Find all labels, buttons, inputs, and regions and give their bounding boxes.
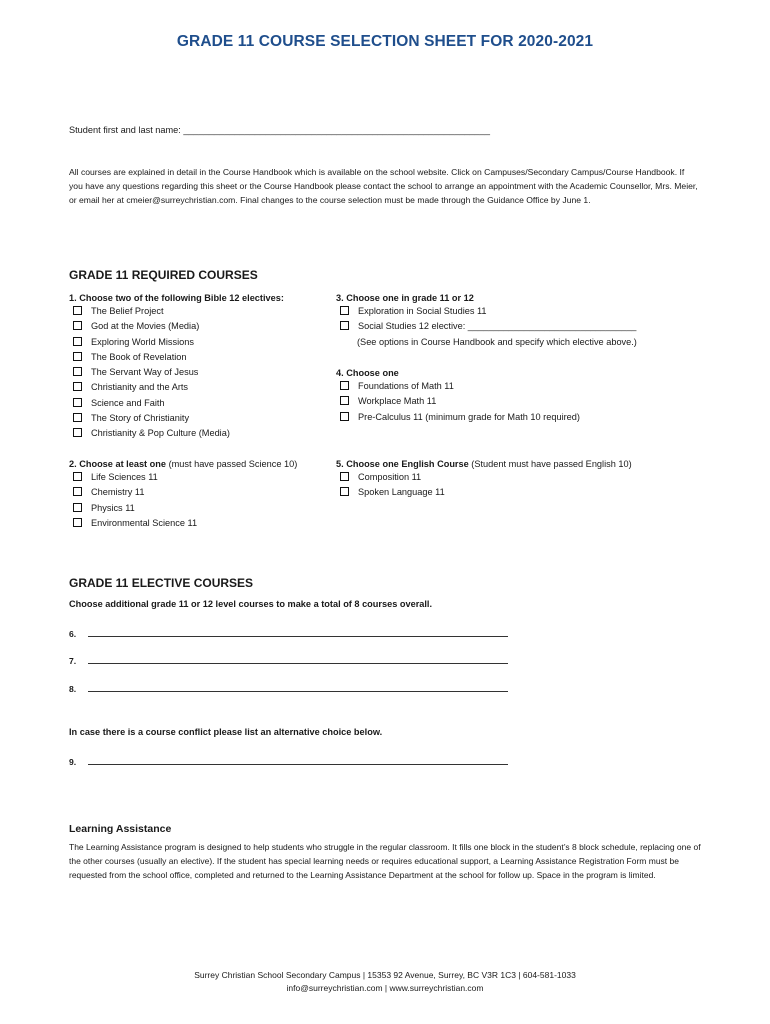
checkbox-icon[interactable] <box>73 382 82 391</box>
elective-line-7[interactable]: 7. <box>69 655 508 666</box>
blank-line[interactable] <box>88 756 508 765</box>
required-courses-heading: GRADE 11 REQUIRED COURSES <box>69 268 258 282</box>
checkbox-icon[interactable] <box>73 518 82 527</box>
checkbox-item[interactable]: Pre-Calculus 11 (minimum grade for Math 10 required) <box>336 410 580 425</box>
blank-line[interactable] <box>88 683 508 692</box>
checkbox-icon[interactable] <box>73 428 82 437</box>
checkbox-item[interactable]: God at the Movies (Media) <box>69 319 284 334</box>
checkbox-item[interactable]: Christianity and the Arts <box>69 380 284 395</box>
checkbox-item[interactable]: Exploration in Social Studies 11 <box>336 304 637 319</box>
checkbox-icon[interactable] <box>73 503 82 512</box>
checkbox-icon[interactable] <box>73 306 82 315</box>
page-title: GRADE 11 COURSE SELECTION SHEET FOR 2020-2021 <box>176 33 594 50</box>
elective-instruction: Choose additional grade 11 or 12 level courses to make a total of 8 courses overall. <box>69 599 433 609</box>
english-group-title: 5. Choose one English Course (Student must have passed English 10) <box>336 459 632 469</box>
math-group <box>336 368 580 425</box>
checkbox-icon[interactable] <box>73 413 82 422</box>
bible-electives-group <box>69 293 284 442</box>
science-group-title: 2. Choose at least one (must have passed Science 10) <box>69 459 298 469</box>
checkbox-item[interactable]: Foundations of Math 11 <box>336 379 580 394</box>
checkbox-icon[interactable] <box>340 381 349 390</box>
checkbox-item[interactable]: Spoken Language 11 <box>336 485 632 500</box>
science-group <box>69 459 297 531</box>
checkbox-icon[interactable] <box>340 321 349 330</box>
social-studies-title: 3. Choose one in grade 11 or 12 <box>336 293 474 303</box>
checkbox-icon[interactable] <box>340 412 349 421</box>
checkbox-icon[interactable] <box>73 398 82 407</box>
math-group-title: 4. Choose one <box>336 368 399 378</box>
checkbox-item[interactable]: The Belief Project <box>69 304 284 319</box>
footer-contact: info@surreychristian.com | www.surreychristian.com <box>286 982 484 993</box>
checkbox-item[interactable]: Christianity & Pop Culture (Media) <box>69 426 284 441</box>
blank-line[interactable] <box>88 628 508 637</box>
conflict-instruction: In case there is a course conflict please list an alternative choice below. <box>69 727 383 737</box>
learning-assistance-text: The Learning Assistance program is designed to help students who struggle in the regular classroom. It fills one block in the student’s 8 block schedule, replacing one of the other courses (usually an elective). If the student has special learning needs or requires educational support, a Learning Assistance Registration Form must be requested from the school office, completed and returned to the Learning Assistance Department at the school for follow up. Space in the program is limited. <box>69 842 701 881</box>
checkbox-item[interactable]: Life Sciences 11 <box>69 470 297 485</box>
student-name-field[interactable]: Student first and last name: ____________________________________________________________ <box>69 125 490 135</box>
checkbox-item[interactable]: Workplace Math 11 <box>336 394 580 409</box>
checkbox-icon[interactable] <box>73 337 82 346</box>
checkbox-item[interactable]: Exploring World Missions <box>69 335 284 350</box>
checkbox-icon[interactable] <box>340 472 349 481</box>
blank-line[interactable] <box>88 655 508 664</box>
checkbox-item[interactable]: Composition 11 <box>336 470 632 485</box>
checkbox-icon[interactable] <box>340 396 349 405</box>
checkbox-icon[interactable] <box>73 472 82 481</box>
checkbox-item[interactable]: Physics 11 <box>69 501 297 516</box>
checkbox-icon[interactable] <box>73 352 82 361</box>
elective-courses-heading: GRADE 11 ELECTIVE COURSES <box>69 576 254 590</box>
checkbox-icon[interactable] <box>73 367 82 376</box>
learning-assistance-heading: Learning Assistance <box>69 823 172 835</box>
intro-paragraph: All courses are explained in detail in the Course Handbook which is available on the school website. Click on Campuses/Secondary Campus/Course Handbook. If you have any questions regarding this sheet or the Course Handbook please contact the school to arrange an appointment with the Academic Counsellor, Mrs. Meier, or email her at cmeier@surreychristian.com. Final changes to the course selection must be made through the Guidance Office by June 1. <box>69 167 698 205</box>
english-group <box>336 459 632 501</box>
social-studies-group <box>336 293 637 350</box>
checkbox-item[interactable]: The Story of Christianity <box>69 411 284 426</box>
checkbox-icon[interactable] <box>340 487 349 496</box>
checkbox-item[interactable]: Environmental Science 11 <box>69 516 297 531</box>
checkbox-item[interactable]: The Book of Revelation <box>69 350 284 365</box>
checkbox-item[interactable]: Chemistry 11 <box>69 485 297 500</box>
alternative-line-9[interactable]: 9. <box>69 756 508 767</box>
social-studies-note: (See options in Course Handbook and specify which elective above.) <box>357 336 637 347</box>
checkbox-icon[interactable] <box>73 321 82 330</box>
page-footer <box>0 969 770 994</box>
checkbox-item[interactable]: The Servant Way of Jesus <box>69 365 284 380</box>
elective-line-8[interactable]: 8. <box>69 683 508 694</box>
footer-address: Surrey Christian School Secondary Campus | 15353 92 Avenue, Surrey, BC V3R 1C3 | 604-581-1033 <box>194 970 576 980</box>
elective-line-6[interactable]: 6. <box>69 628 508 639</box>
checkbox-item[interactable]: Science and Faith <box>69 396 284 411</box>
checkbox-icon[interactable] <box>340 306 349 315</box>
checkbox-icon[interactable] <box>73 487 82 496</box>
bible-electives-title: 1. Choose two of the following Bible 12 electives: <box>69 293 284 303</box>
checkbox-item[interactable]: Social Studies 12 elective: _________________________________ <box>336 319 637 334</box>
